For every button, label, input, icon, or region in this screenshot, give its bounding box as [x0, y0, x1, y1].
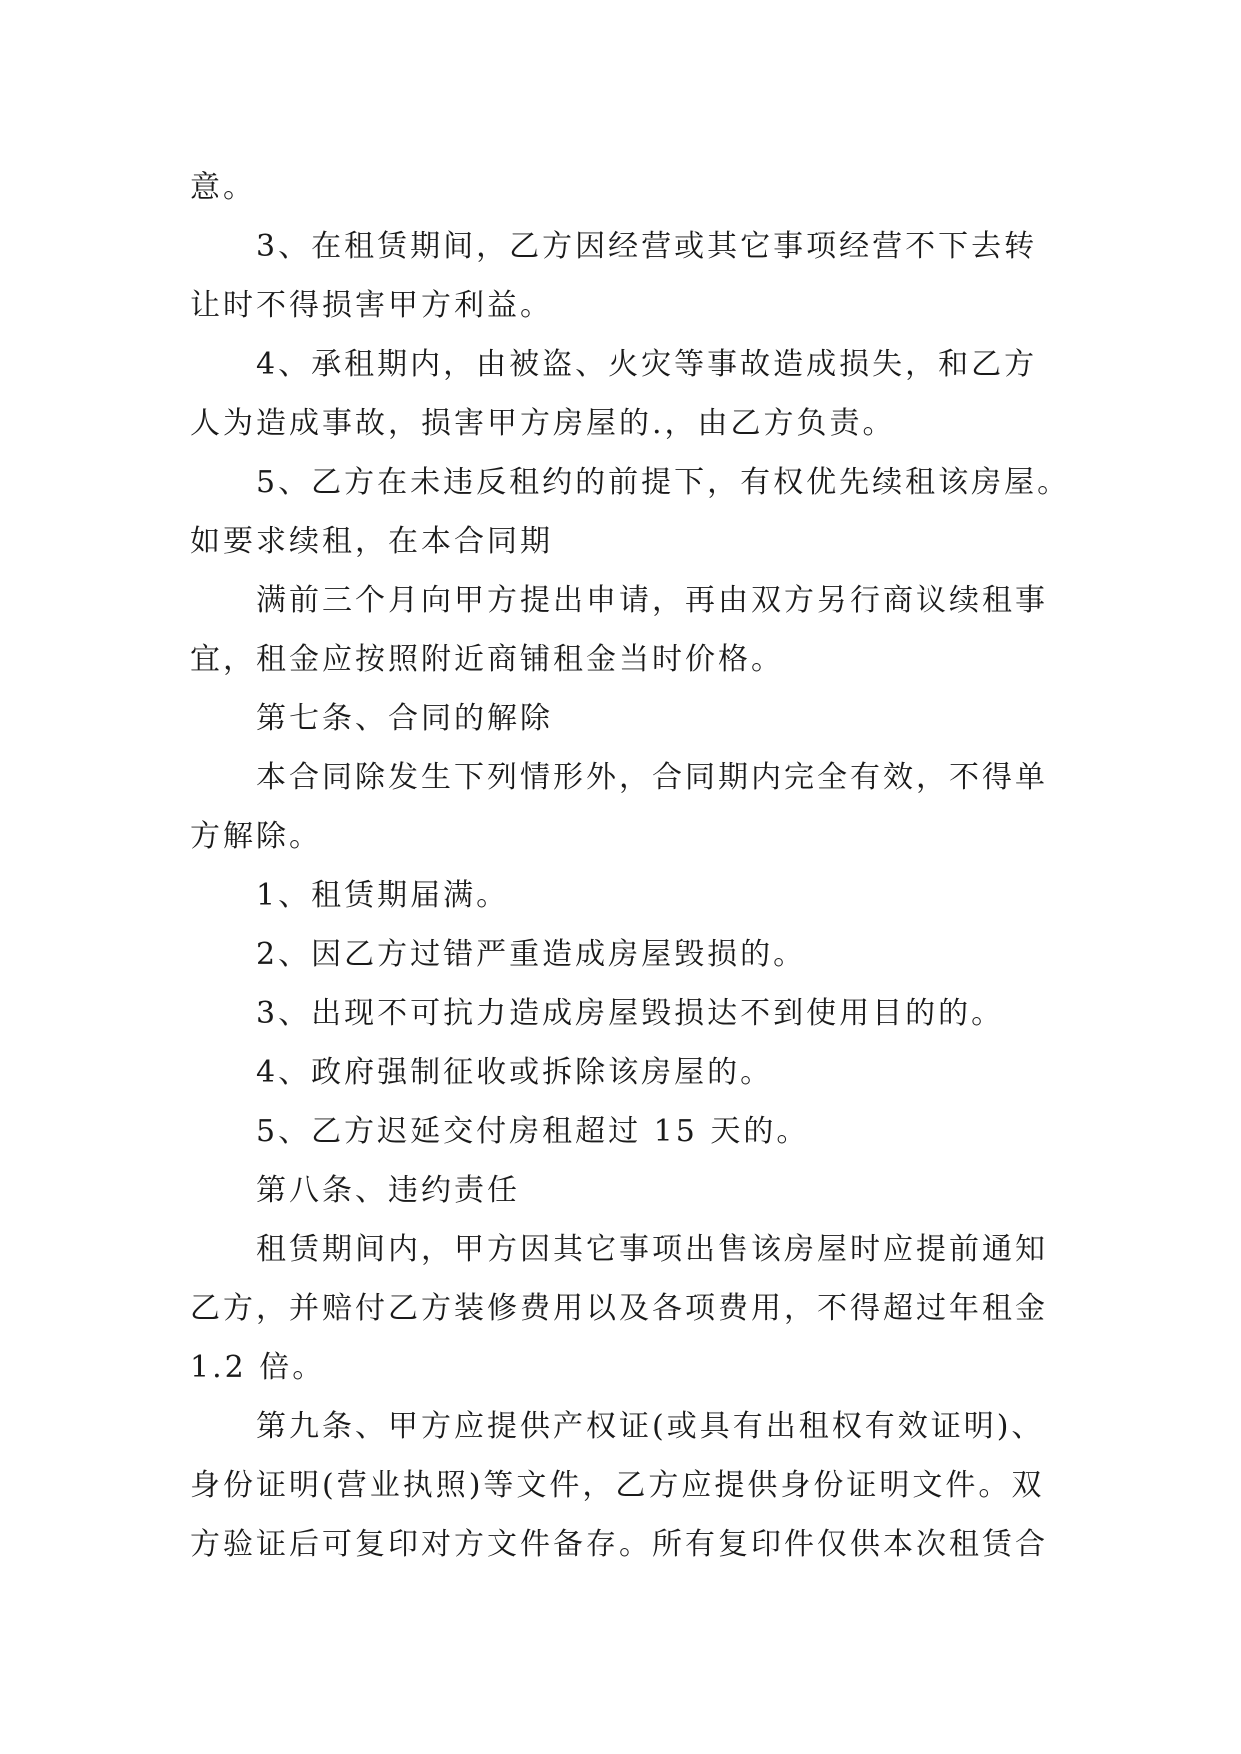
text-line: 4、政府强制征收或拆除该房屋的。 [256, 1055, 774, 1090]
text-line: 宜，租金应按照附近商铺租金当时价格。 [190, 642, 784, 677]
text-line: 1.2 倍。 [190, 1350, 326, 1385]
text-line: 1、租赁期届满。 [256, 878, 510, 913]
text-line: 第八条、违约责任 [256, 1173, 520, 1208]
text-line: 方验证后可复印对方文件备存。所有复印件仅供本次租赁合 [190, 1527, 1048, 1562]
text-line: 意。 [190, 170, 256, 205]
text-line: 2、因乙方过错严重造成房屋毁损的。 [256, 937, 807, 972]
text-line: 第七条、合同的解除 [256, 701, 553, 736]
text-line: 3、出现不可抗力造成房屋毁损达不到使用目的的。 [256, 996, 1005, 1031]
text-line: 4、承租期内，由被盗、火灾等事故造成损失，和乙方 [256, 347, 1038, 382]
text-line: 5、乙方在未违反租约的前提下，有权优先续租该房屋。 [256, 465, 1071, 500]
text-line: 本合同除发生下列情形外，合同期内完全有效，不得单 [256, 760, 1048, 795]
text-line: 让时不得损害甲方利益。 [190, 288, 553, 323]
contract-text-body [190, 158, 1071, 1574]
text-line: 第九条、甲方应提供产权证(或具有出租权有效证明)、 [256, 1409, 1045, 1444]
text-line: 人为造成事故，损害甲方房屋的.，由乙方负责。 [190, 406, 896, 441]
text-line: 租赁期间内，甲方因其它事项出售该房屋时应提前通知 [256, 1232, 1048, 1267]
text-line: 如要求续租，在本合同期 [190, 524, 553, 559]
text-line: 方解除。 [190, 819, 322, 854]
text-line: 3、在租赁期间，乙方因经营或其它事项经营不下去转 [256, 229, 1038, 264]
text-line: 身份证明(营业执照)等文件，乙方应提供身份证明文件。双 [190, 1468, 1045, 1503]
text-line: 满前三个月向甲方提出申请，再由双方另行商议续租事 [256, 583, 1048, 618]
text-line: 乙方，并赔付乙方装修费用以及各项费用，不得超过年租金 [190, 1291, 1048, 1326]
text-line: 5、乙方迟延交付房租超过 15 天的。 [256, 1114, 810, 1149]
